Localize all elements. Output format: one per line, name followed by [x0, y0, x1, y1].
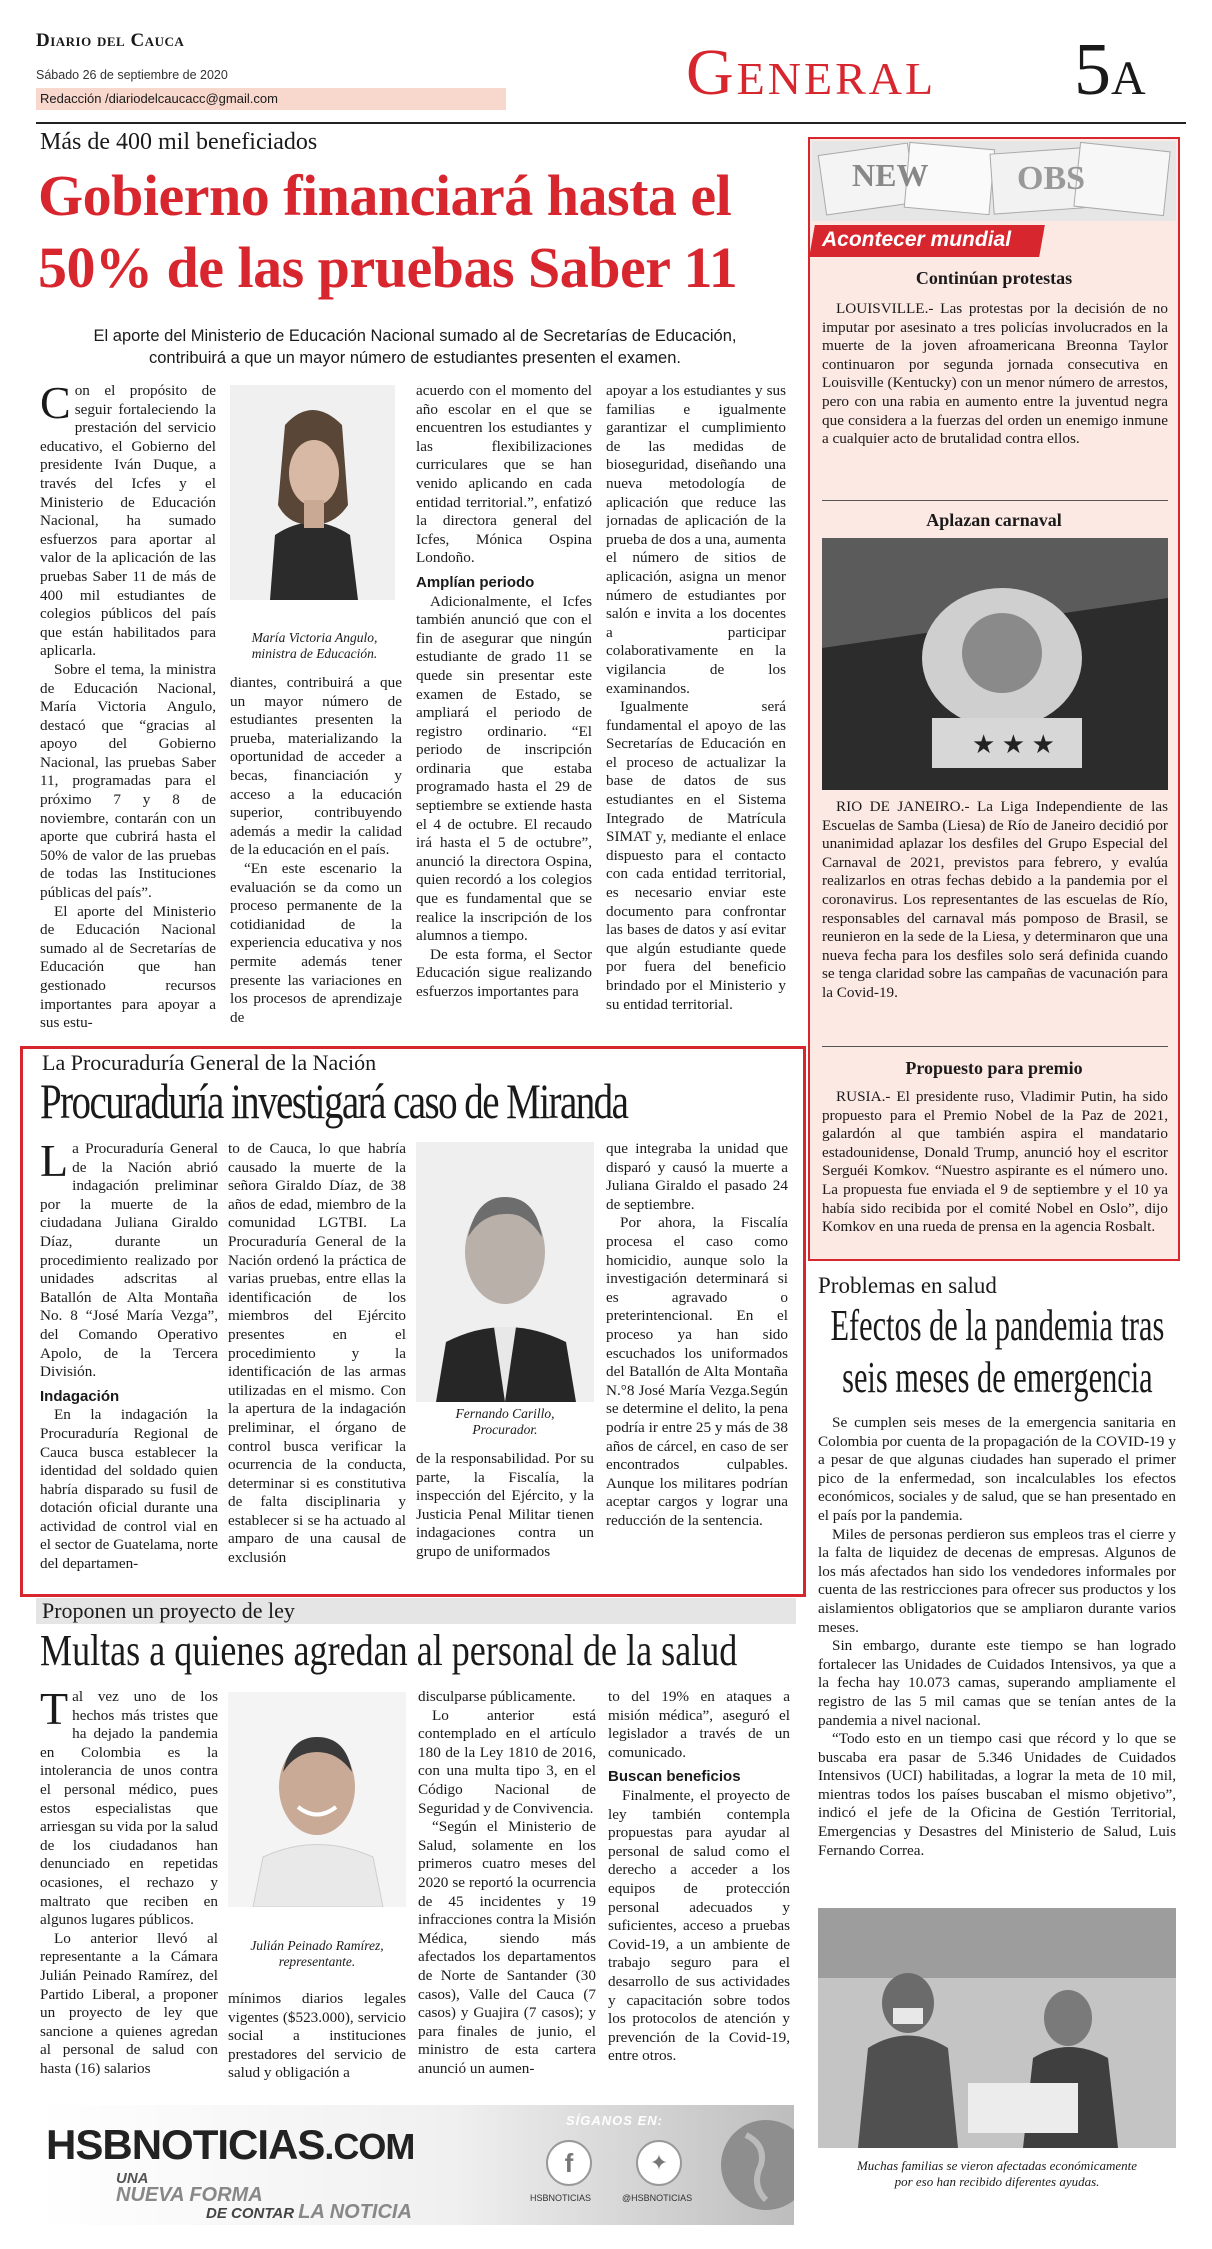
sidebar-item-1-title: Continúan protestas [915, 268, 1073, 288]
page-number [1074, 29, 1146, 117]
multas-headline: Multas a quienes agredan al personal de la salud [40, 1626, 738, 1675]
lead-col3-p3: De esta forma, el Sector Educación sigue realizando esfuerzos importantes para [416, 945, 592, 1000]
salud-p2: Miles de personas perdieron sus empleos tras el cierre y la falta de liquidez de decenas de empresas. Algunos de los más afectados han sido los vendedores informales por cuenta de las restricciones para ofrecer sus productos y los aislamientos obligatorios que se ampliaron durante varios meses. [818, 1525, 1176, 1636]
hsb-tag-4: LA NOTICIA [298, 2201, 412, 2223]
hsb-ad-banner[interactable] [36, 2105, 794, 2225]
lead-column-2 [230, 674, 402, 1037]
carnaval-photo [822, 538, 1168, 790]
lead-column-1 [40, 382, 216, 1037]
lead-deck [40, 325, 790, 369]
salud-body [818, 1414, 1176, 1894]
hsb-handle-fb: HSBNOTICIAS [530, 2193, 592, 2203]
page-number-digit: 5 [1074, 29, 1111, 111]
proc-col4-p2: Por ahora, la Fiscalía procesa el caso como homicidio, aunque solo la investigación determinará si es agravado o preterintencional. En el proceso ya han sido escuchados los uniformados del Batallón de Alta Montaña N.°8 José María Vezga.Según se determine el delito, la pena podría ir entre 25 y más de 38 años de cárcel, en caso de ser encontrados culpables. Aunque los militares podrían aceptar cargos y lograr una reducción de la sentencia. [606, 1214, 788, 1529]
multas-column-4 [608, 1688, 790, 2093]
aid-families-icon [818, 1908, 1176, 2148]
lead-col4-p1: apoyar a los estudiantes y sus familias e igualmente garantizar el cumplimiento de las medidas de bioseguridad, diseñando una nueva metodología de aplicación que reduce las jornadas de aplicación de la prueba de dos a una, aumenta el número de sitios de aplicación, asigna un menor número de estudiantes por salón e invita a los docentes a participar colaborativamente en la vigilancia de los examinandos. [606, 382, 786, 697]
sidebar-item-3-title: Propuesto para premio [905, 1058, 1083, 1078]
procuraduria-photo [416, 1142, 594, 1402]
lead-col1-p3: El aporte del Ministerio de Educación Nacional sumado al de Secretarías de Educación que han gestionado recursos importantes para apoyar a sus estu- [40, 902, 216, 1032]
sidebar-item-2-title: Aplazan carnaval [926, 510, 1062, 530]
svg-text:★ ★ ★: ★ ★ ★ [972, 730, 1055, 759]
lead-col2-p1: diantes, contribuirá a que un mayor número de estudiantes presenten la prueba, materializando la oportunidad de acceder a becas, financiación y acceso a la educación superior, contribuyendo además a medir la calidad de la educación en el país. [230, 674, 402, 859]
procuraduria-headline: Procuraduría investigará caso de Miranda [40, 1073, 628, 1129]
multas-col4-subhead: Buscan beneficios [608, 1768, 741, 1786]
twitter-icon[interactable]: ✦ [636, 2140, 682, 2186]
lead-col3-p2: Adicionalmente, el Icfes también anunció que con el fin de asegurar que ningún estudiante de grado 11 se quede sin presentar este examen de Estado, se ampliará el periodo de registro ordinario. “El periodo de inscripción ordinaria que estaba programado hasta el 29 de septiembre se extiende hasta el 4 de octubre. El recaudo irá hasta el 5 de octubre”, anunció la directora Ospina, quien recordó a los colegios que es fundamental que se realice la inscripción de los alumnos a tiempo. [416, 592, 592, 945]
lead-caption-line-2: ministra de Educación. [251, 646, 378, 661]
hsb-follow: SÍGANOS EN: [566, 2113, 663, 2128]
multas-col3-p2: Lo anterior está contemplado en el artículo 180 de la Ley 1810 de 2016, con una multa tipo 3, en el Código Nacional de Seguridad y de Convivencia. [418, 1706, 596, 1817]
hsb-tag-3: DE CONTAR [206, 2205, 295, 2222]
multas-column-2 [228, 1990, 406, 2093]
masthead-rule [36, 122, 1186, 124]
salud-kicker: Problemas en salud [818, 1273, 997, 1298]
proc-col2-p1: to de Cauca, lo que habría causado la muerte de la señora Giraldo Díaz, de 38 años de edad, miembro de la comunidad LGTBI. La Procuraduría General de la Nación ordenó la práctica de varias pruebas, entre ellas la identificación de los miembros del Ejército presentes en el procedimiento y la identificación de las armas utilizadas en el mismo. Con la apertura de la indagación preliminar, el órgano de control busca verificar la ocurrencia de la conducta, determinar si es constitutiva de falta disciplinaria y establecer si se ha actuado al amparo de una causal de exclusión [228, 1140, 406, 1567]
contact-email[interactable]: Redacción /diariodelcaucacc@gmail.com [40, 91, 278, 106]
salud-headline [818, 1300, 1177, 1404]
procuraduria-column-4 [606, 1140, 788, 1582]
lead-headline [38, 160, 798, 304]
hsb-tag-3-wrap [206, 2201, 412, 2224]
multas-column-3 [418, 1688, 596, 2093]
salud-caption-line-1: Muchas familias se vieron afectadas económicamente [856, 2158, 1138, 2173]
lead-deck-line-1: El aporte del Ministerio de Educación Nacional sumado al de Secretarías de Educación, [93, 327, 737, 345]
svg-text:OBS: OBS [1017, 160, 1086, 197]
carnival-float-icon [822, 538, 1168, 790]
lead-photo-ministra [230, 385, 395, 600]
salud-p4: “Todo esto en un tiempo casi que récord y lo que se buscaba era pasar de 5.346 Unidades de Cuidados Intensivos (UCI) habilitadas, a lograr la meta de 10 mil, mientras todos los países buscaban el mismo objetivo”, indicó el jefe de la Oficina de Gestión Territorial, Emergencias y Desastres del Ministerio de Salud, Luis Fernando Correa. [818, 1730, 1176, 1859]
hsb-handle-tw: @HSBNOTICIAS [622, 2193, 693, 2203]
lead-dropcap: C [40, 382, 71, 428]
facebook-icon[interactable]: f [546, 2140, 592, 2186]
lead-kicker: Más de 400 mil beneficiados [40, 129, 318, 155]
multas-col1-p2: Lo anterior llevó al representante a la Cámara Julián Peinado Ramírez, del Partido Liberal, a proponer un proyecto de ley que sancione a quienes agredan al personal de salud con hasta (16) salarios [40, 1929, 218, 2077]
salud-photo [818, 1908, 1176, 2148]
multas-caption-line-1: Julián Peinado Ramírez, [250, 1938, 384, 1953]
salud-photo-caption [818, 2158, 1176, 2190]
sidebar-item-1-text: LOUISVILLE.- Las protestas por la decisión de no imputar por asesinato a tres policías involucrados en la muerte de la joven afroamericana Breonna Taylor continuaron por segunda jornada consecutiva en Louisville (Kentucky) con un menor número de arrestos, pero con una rabia en aumento entre la juventud negra que considera a la fuerzas del orden un enemigo inmune a cualquier acto de brutalidad contra ellos. [822, 300, 1168, 448]
section-title: General [686, 36, 937, 109]
paper-name: Diario del Cauca [36, 30, 185, 51]
sidebar-item-2-text: RIO DE JANEIRO.- La Liga Independiente de las Escuelas de Samba (Liesa) de Río de Janeiro decidió por unanimidad aplazar los desfiles del Grupo Especial del Carnaval de 2021, previstos para febrero, y evalúa realizarlos en otras fechas debido a la pandemia por el coronavirus. Los representantes de las escuelas de Río, responsables del carnaval más pomposo de Brasil, se reunieron en la sede de la Liesa, y determinaron que una nueva fecha para los desfiles solo será definida cuando se tenga claridad sobre las campañas de vacunación para la Covid-19. [822, 798, 1168, 1001]
multas-col2-p1: mínimos diarios legales vigentes ($523.000), servicio social a instituciones prestadores del servicio de salud y obligación a [228, 1990, 406, 2082]
salud-headline-line-2: seis meses de emergencia [842, 1353, 1153, 1402]
sidebar-rule-2 [822, 1046, 1168, 1047]
masthead [36, 30, 1186, 125]
sidebar-item-3-text: RUSIA.- El presidente ruso, Vladimir Putin, ha sido propuesto para el Premio Nobel de la Paz de 2021, galardón al que también aspira el mandatario estadounidense, Donald Trump, anunció hoy el escritor Serguéi Komkov. “Nuestro aspirante es el número uno. La propuesta fue enviada el 9 de septiembre y el 10 ya había sido recibida por el comité Nobel en Oslo”, dijo Komkov en una rueda de prensa en la agencia Rosbalt. [822, 1088, 1168, 1236]
procuraduria-column-1 [40, 1140, 218, 1582]
lead-col3-subhead: Amplían periodo [416, 573, 535, 591]
lead-col1-p1: on el propósito de seguir fortaleciendo la prestación del servicio educativo, el Gobierno del presidente Iván Duque, a través del Icfes y el Ministerio de Educación Nacional, ha sumado esfuerzos para aportar al valor de la aplicación de las pruebas Saber 11 de más de 400 mil estudiantes de colegios públicos del país que están habilitados para aplicarla. [40, 382, 216, 660]
lead-col1-p2: Sobre el tema, la ministra de Educación Nacional, María Victoria Angulo, destacó que “gracias al apoyo del Gobierno Nacional, las pruebas Saber 11, programadas para el próximo 7 y 8 de noviembre, contarán con un aporte que cubrirá hasta el 50% de valor de las pruebas de todas las Instituciones públicas del país”. [40, 660, 216, 902]
lead-deck-line-2: contribuirá a que un mayor número de estudiantes presenten el examen. [149, 349, 681, 367]
multas-col3-p3: “Según el Ministerio de Salud, solamente en los primeros cuatro meses del 2020 se reportó la ocurrencia de 45 incidentes y 19 infracciones contra la Misión Médica, siendo más afectados los departamentos de Norte de Santander (30 casos), Valle del Cauca (7 casos) y Guajira (7 casos); y para finales de junio, el ministro de esta cartera anunció un aumen- [418, 1818, 596, 2077]
procuraduria-dropcap: L [40, 1140, 69, 1186]
lead-col2-p2: “En este escenario la evaluación se da como un proceso permanente de la cotidianidad de la experiencia educativa y nos permite además tener presente las variaciones en los procesos de aprendizaje de [230, 859, 402, 1026]
multas-col1-p1: al vez uno de los hechos más tristes que ha dejado la pandemia en Colombia es la intolerancia de unos contra el personal médico, pues estos especialistas que arriesgan su vida por la salud de los ciudadanos han denunciado en repetidas ocasiones, el rechazo y maltrato que reciben en algunos lugares públicos. [40, 1688, 218, 1929]
multas-photo [228, 1692, 406, 1907]
procuraduria-column-2 [228, 1140, 406, 1582]
lead-photo-caption [232, 630, 397, 662]
globe-icon [706, 2115, 794, 2215]
multas-col4-p2: Finalmente, el proyecto de ley también contempla propuestas para ayudar al personal de salud como el derecho a acceder a los equipos de protección personal adecuados y suficientes, acceso a pruebas Covid-19, a un ambiente de trabajo seguro para el desarrollo de sus actividades y capacitación sobre todos los protocolos de atención y prevención de la Covid-19, entre otros. [608, 1786, 790, 2065]
proc-caption-line-2: Procurador. [472, 1422, 538, 1437]
multas-col4-p1: to del 19% en ataques a misión médica”, aseguró el legislador a través de un comunicado. [608, 1688, 790, 1761]
lead-headline-line-1: Gobierno financiará hasta el [38, 163, 732, 228]
procurador-portrait-icon [416, 1142, 594, 1402]
proc-col4-p1: que integraba la unidad que disparó y causó la muerte a Juliana Giraldo el pasado 24 de septiembre. [606, 1140, 788, 1213]
lead-column-4 [606, 382, 786, 1037]
acontecer-label-text: Acontecer mundial [822, 228, 1012, 251]
multas-column-1 [40, 1688, 218, 2093]
lead-col4-p2: Igualmente será fundamental el apoyo de las Secretarías de Educación en el proceso de actualizar la base de datos de sus estudiantes en el Sistema Integrado de Matrícula SIMAT y, mediante el enlace dispuesto para el contacto con cada entidad territorial, es necesario enviar este documento para confrontar las bases de datos y así evitar que algún estudiante quede por fuera del beneficio brindado por el Ministerio y su entidad territorial. [606, 698, 786, 1013]
hsb-logo-c: .COM [324, 2126, 415, 2167]
proc-col1-p2: En la indagación la Procuraduría Regional de Cauca busca establecer la identidad del soldado quien habría disparado su fusil de dotación oficial durante una actividad de control vial en el sector de Guatelama, norte del departamen- [40, 1406, 218, 1573]
hsb-logo [46, 2123, 414, 2169]
multas-col3-p1: disculparse públicamente. [418, 1688, 576, 1705]
proc-col3-p1: de la responsabilidad. Por su parte, la Fiscalía, la inspección del Ejército, y la Justicia Penal Militar tienen indagaciones contra un grupo de uniformados [416, 1450, 594, 1560]
multas-caption-line-2: representante. [278, 1954, 356, 1969]
hsb-logo-a: HSB [46, 2121, 132, 2168]
procuraduria-photo-caption [416, 1406, 594, 1438]
representante-portrait-icon [228, 1692, 406, 1907]
multas-dropcap: T [40, 1688, 69, 1734]
acontecer-header-image [812, 141, 1176, 221]
salud-headline-line-1: Efectos de la pandemia tras [830, 1301, 1165, 1350]
multas-photo-caption [228, 1938, 406, 1970]
lead-headline-line-2: 50% de las pruebas Saber 11 [38, 235, 738, 300]
multas-kicker: Proponen un proyecto de ley [42, 1598, 295, 1623]
issue-date: Sábado 26 de septiembre de 2020 [36, 68, 228, 82]
sidebar-rule-1 [822, 500, 1168, 501]
newspapers-icon [812, 141, 1176, 221]
hsb-tag-2: NUEVA FORMA [116, 2184, 263, 2206]
contact-bar [36, 88, 506, 110]
hsb-tag-1: UNA [116, 2170, 149, 2187]
lead-column-3 [416, 382, 592, 1037]
salud-p3: Sin embargo, durante este tiempo se han logrado fortalecer las Unidades de Cuidados Intensivos, ya que a la fecha hay 10.073 camas, superando ampliamente el registro de las 5 mil camas que se tenían antes de la pandemia a nivel nacional. [818, 1637, 1176, 1729]
proc-caption-line-1: Fernando Carillo, [455, 1406, 555, 1421]
page-number-suffix: A [1111, 52, 1146, 105]
salud-p1: Se cumplen seis meses de la emergencia sanitaria en Colombia por cuenta de la propagación de la COVID-19 y a pesar de que algunas ciudades han superado el primer pico de la enfermedad, son incalculables los efectos económicos, sociales y de salud, que se han presentado en el país por la pandemia. [818, 1414, 1176, 1524]
svg-text:NEW: NEW [852, 157, 929, 193]
procuraduria-column-3 [416, 1450, 594, 1582]
procuraduria-kicker: La Procuraduría General de la Nación [42, 1050, 377, 1075]
proc-col1-subhead: Indagación [40, 1387, 120, 1405]
hsb-tagline [116, 2171, 263, 2205]
proc-col1-p1: a Procuraduría General de la Nación abrió indagación preliminar por la muerte de la ciudadana Juliana Giraldo Díaz, durante un procedimiento realizado por unidades adscritas al Batallón de Alta Montaña No. 8 “José María Vezga”, del Comando Operativo Apolo, de la Tercera División. [40, 1140, 218, 1381]
ministra-portrait-icon [230, 385, 395, 600]
lead-caption-line-1: María Victoria Angulo, [251, 630, 378, 645]
hsb-logo-b: NOTICIAS [131, 2121, 325, 2168]
salud-caption-line-2: por eso han recibido diferentes ayudas. [894, 2174, 1100, 2189]
lead-col3-p1: acuerdo con el momento del año escolar en el que se encuentren los estudiantes y las flexibilizaciones curriculares que se han venido aplicando en cada entidad territorial.”, enfatizó la directora general del Icfes, Mónica Ospina Londoño. [416, 382, 592, 567]
